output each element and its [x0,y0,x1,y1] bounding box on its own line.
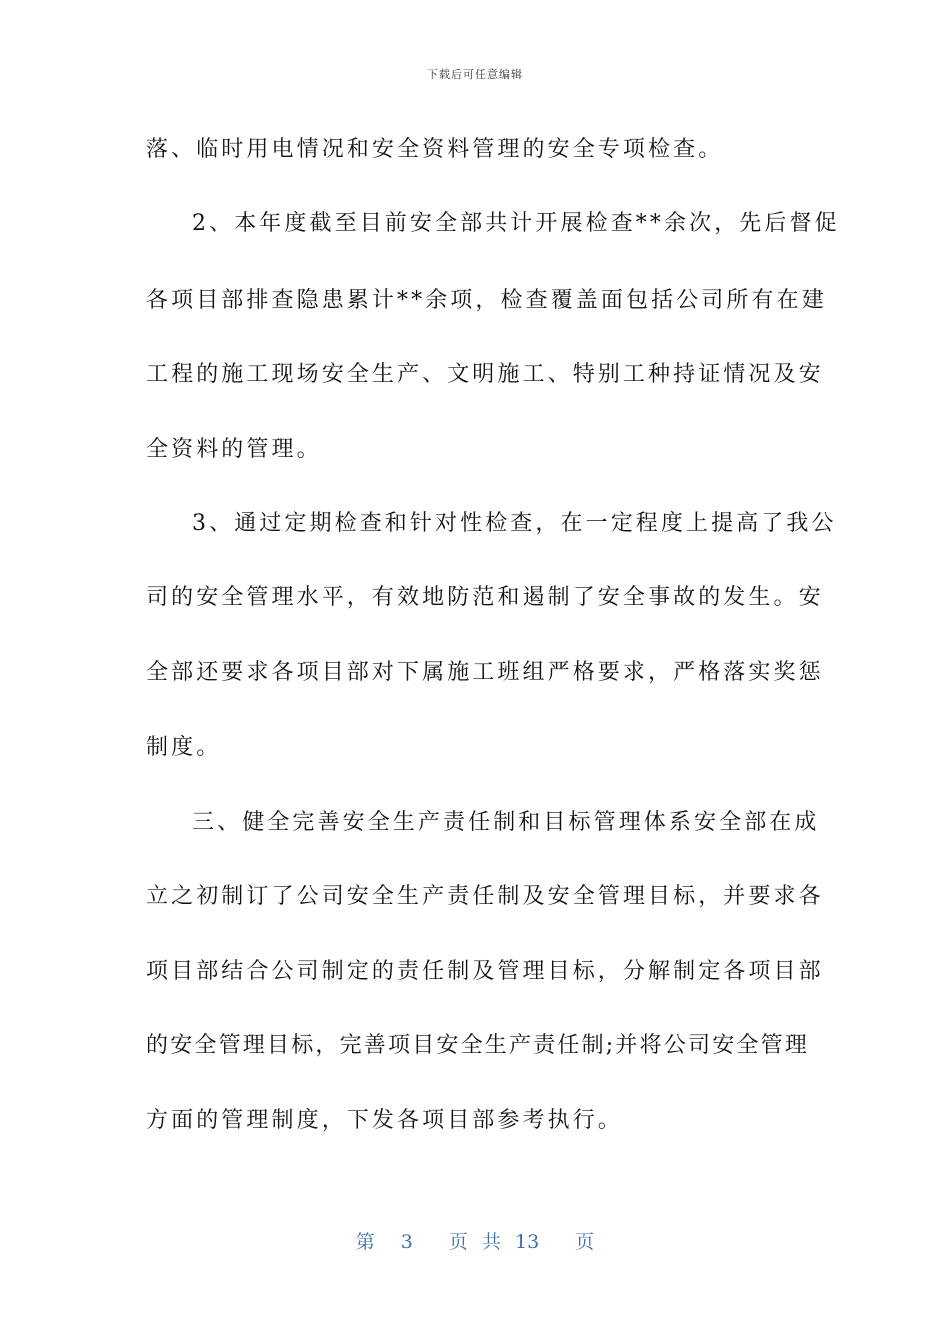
text-line: 全资料的管理。 [146,437,322,462]
text-line: 3、通过定期检查和针对性检查，在一定程度上提高了我公 [192,511,837,536]
page-footer [0,1227,950,1254]
section-heading-line: 三、健全完善安全生产责任制和目标管理体系安全部在成 [192,810,820,835]
total-pages-number: 13 [515,1231,540,1253]
text-line: 落、临时用电情况和安全资料管理的安全专项检查。 [146,137,724,162]
page-header: 下载后可任意编辑 [427,68,523,81]
footer-middle: 页 共 [448,1231,501,1253]
text-line: 全部还要求各项目部对下属施工班组严格要求，严格落实奖惩 [146,660,824,685]
text-line: 项目部结合公司制定的责任制及管理目标，分解制定各项目部 [146,959,824,984]
text-line: 立之初制订了公司安全生产责任制及安全管理目标，并要求各 [146,884,824,909]
text-line: 各项目部排查隐患累计**余项，检查覆盖面包括公司所有在建 [146,288,827,313]
text-line: 2、本年度截至目前安全部共计开展检查**余次，先后督促 [192,211,840,236]
text-line: 司的安全管理水平，有效地防范和遏制了安全事故的发生。安 [146,585,824,610]
text-line: 制度。 [146,735,222,760]
footer-prefix: 第 [355,1231,375,1253]
text-line: 工程的施工现场安全生产、文明施工、特别工种持证情况及安 [146,362,824,387]
current-page-number: 3 [400,1231,413,1253]
footer-suffix: 页 [575,1231,595,1253]
text-line: 方面的管理制度，下发各项目部参考执行。 [146,1108,623,1133]
text-line: 的安全管理目标，完善项目安全生产责任制;并将公司安全管理 [146,1033,810,1058]
